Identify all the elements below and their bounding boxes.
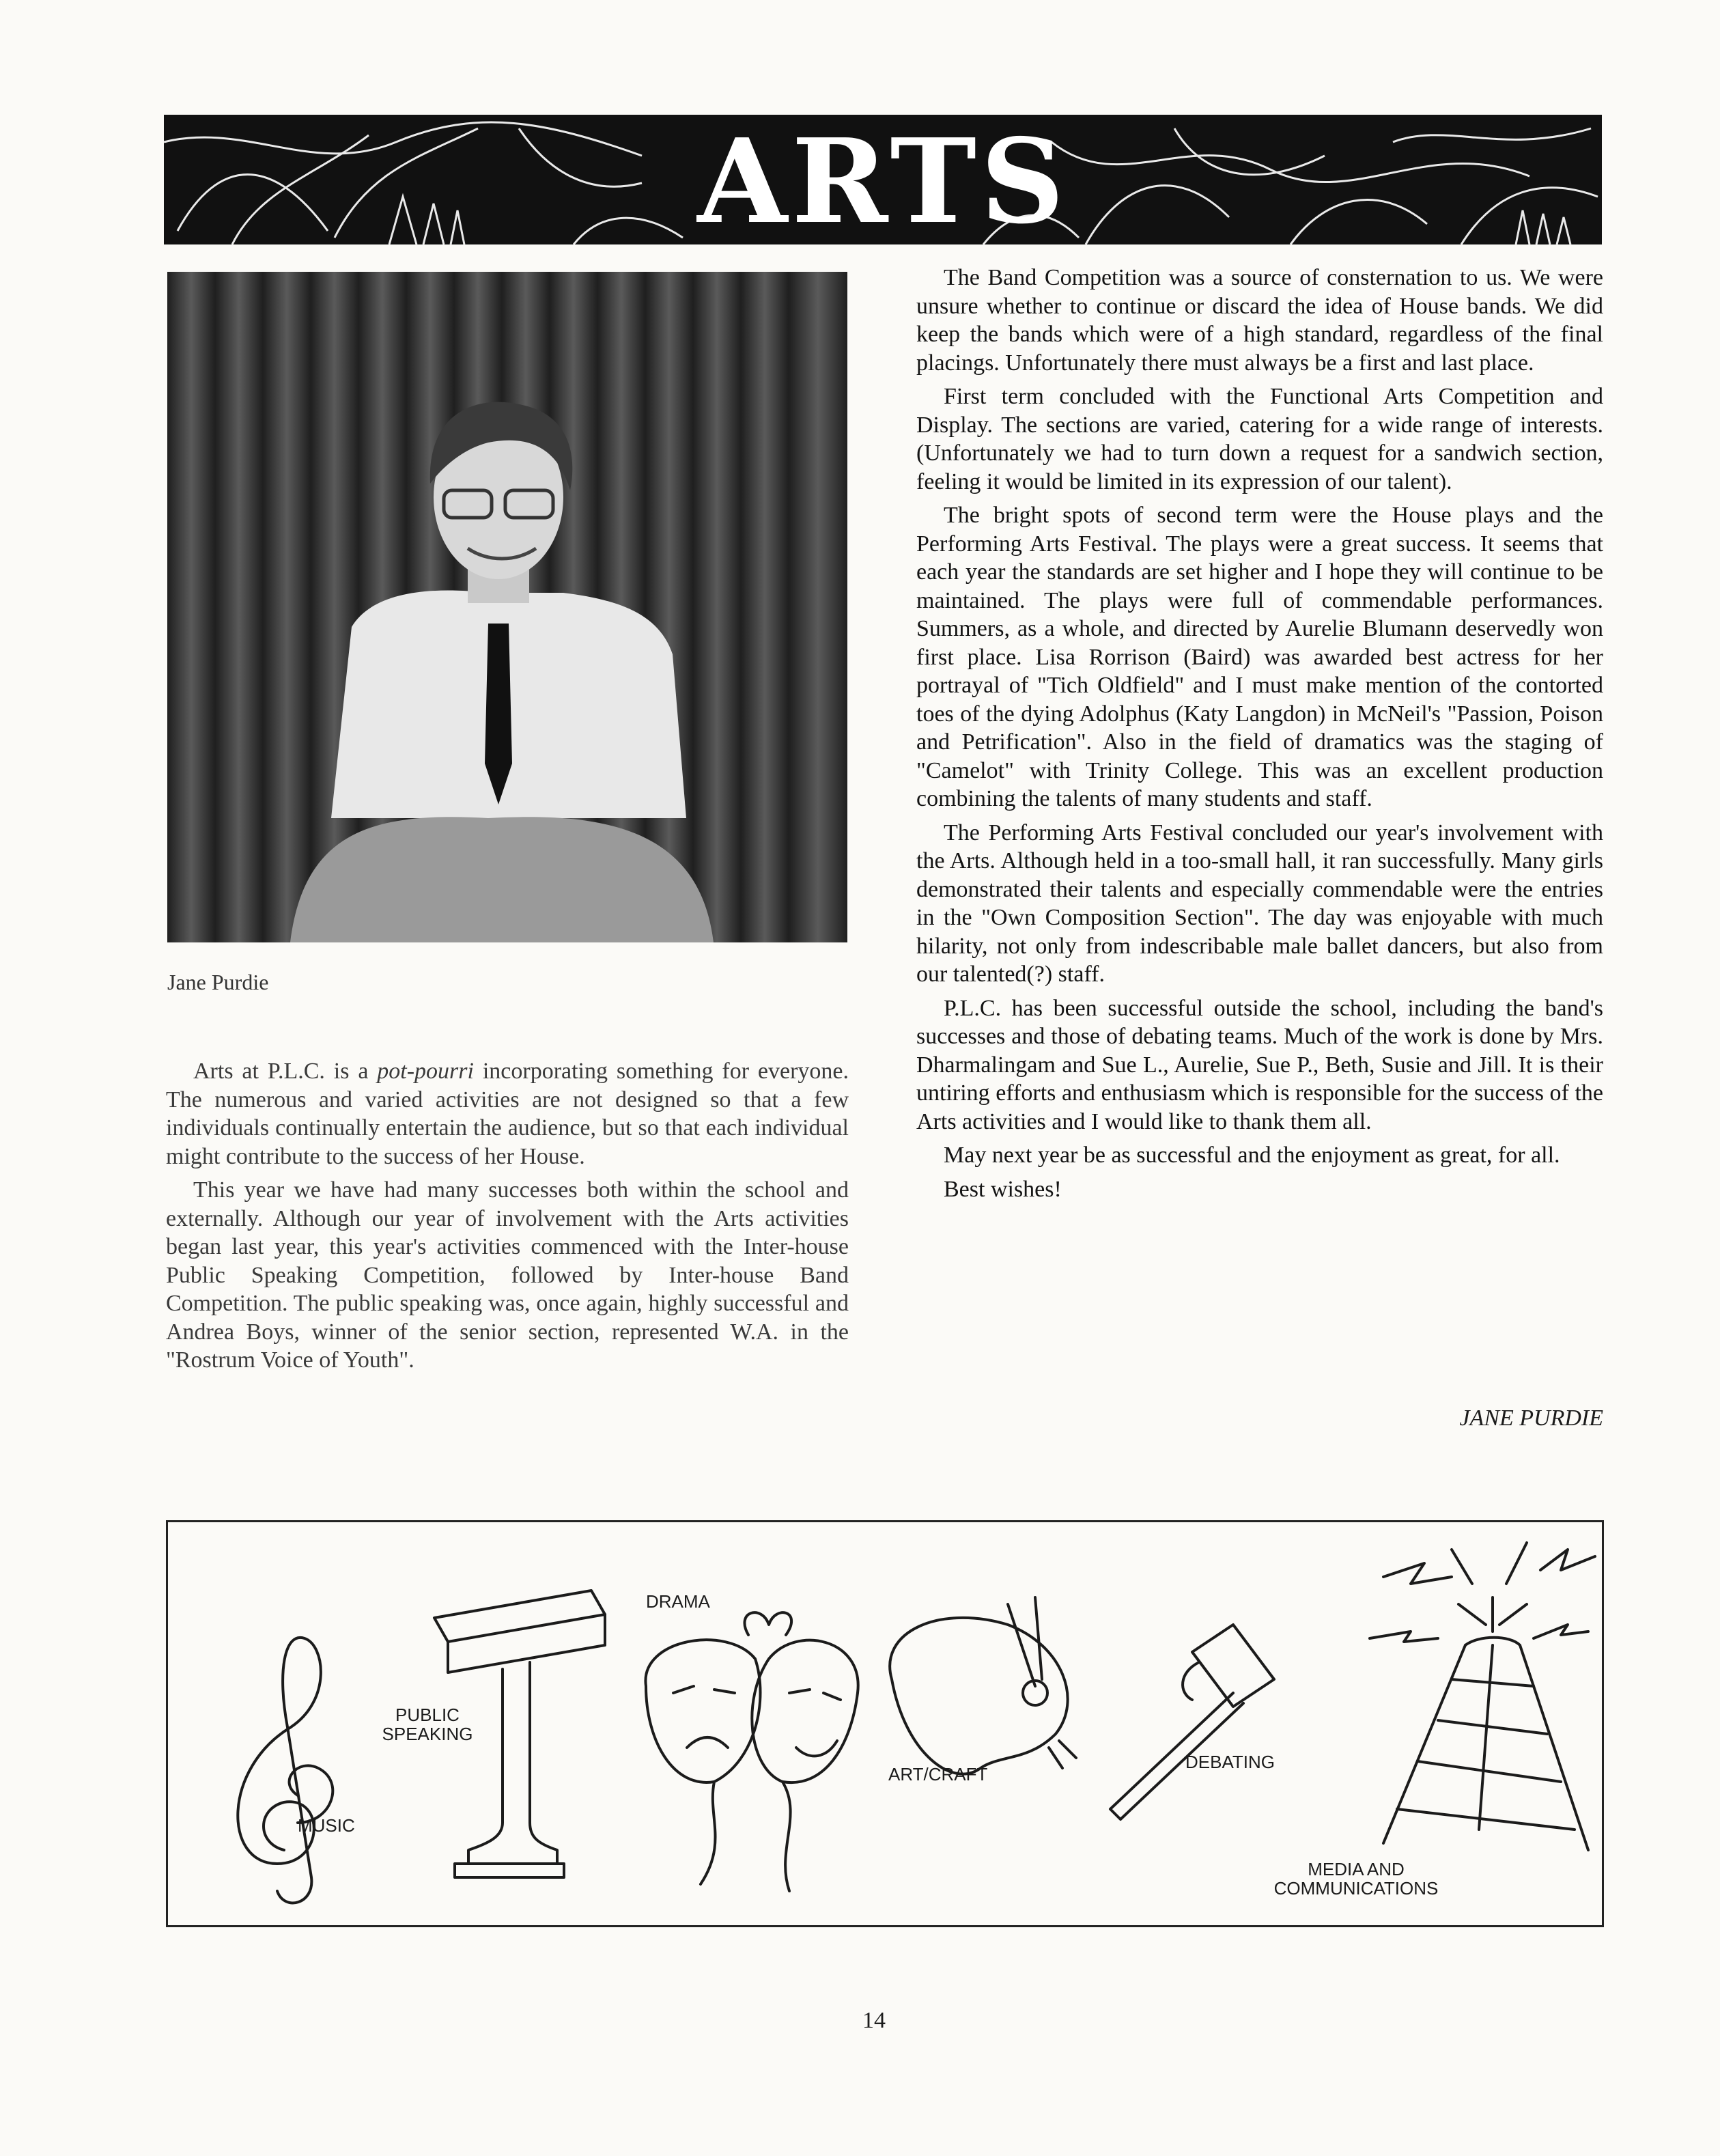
- page-number: 14: [862, 2008, 886, 2033]
- treble-clef-icon: [238, 1638, 333, 1903]
- arts-illustration-panel: [166, 1520, 1604, 1927]
- right-column: [916, 264, 1603, 1209]
- paragraph: Best wishes!: [944, 1176, 1062, 1202]
- photo-caption: Jane Purdie: [167, 970, 269, 994]
- paragraph: May next year be as successful and the enjoyment as great, for all.: [944, 1143, 1560, 1168]
- paragraph: The bright spots of second term were the House plays and the Performing Arts Festival. The plays were a great success. It seems that each year the standards are set higher and I hope they will continue to be maintained. The plays were full of commendable performances. Summers, as a whole, and directed by Aurelie Blumann deservedly won first place. Lisa Rorrison (Baird) was awarded best actress for her portrayal of "Tich Oldfield" and I must make mention of the contorted toes of the dying Adolphus (Katy Langdon) in McNeil's "Passion, Poison and Petrification". Also in the field of dramatics was the staging of "Camelot" with Trinity College. This was an excellent production combining the talents of many students and staff.: [916, 503, 1603, 811]
- label-public-speaking: PUBLIC SPEAKING: [382, 1705, 473, 1744]
- author-signature: JANE PURDIE: [1459, 1405, 1603, 1431]
- label-art-craft: ART/CRAFT: [888, 1764, 988, 1784]
- drama-masks-icon: [645, 1612, 858, 1891]
- paragraph: Arts at P.L.C. is a pot-pourri incorporating something for everyone. The numerous and varied activities are not designed so that a few individuals continually entertain the audience, but so that each individual might contribute to the success of her House.: [166, 1059, 849, 1169]
- paragraph: This year we have had many successes both within the school and externally. Although our year of involvement with the Arts activities began last year, this year's activities commenced with the Inter-house Public Speaking Competition, followed by Inter-house Band Competition. The public speaking was, once again, highly successful and Andrea Boys, winner of the senior section, represented W.A. in the "Rostrum Voice of Youth".: [166, 1177, 849, 1373]
- label-media-and-communications: MEDIA AND COMMUNICATIONS: [1273, 1859, 1439, 1899]
- arts-banner: [164, 115, 1602, 244]
- portrait-photo: [167, 272, 847, 942]
- label-drama: DRAMA: [646, 1591, 710, 1612]
- paragraph: The Performing Arts Festival concluded our year's involvement with the Arts. Although held in a too-small hall, it ran successfully. Many girls demonstrated their talents and especially commendable were the entries in the "Own Composition Section". The day was enjoyable with much hilarity, not only from indescribable male ballet dancers, but also from our talented(?) staff.: [916, 820, 1603, 987]
- paragraph: P.L.C. has been successful outside the school, including the band's successes and those of debating teams. Much of the work is done by Mrs. Dharmalingam and Sue L., Aurelie, Sue P., Beth, Susie and Jill. It is their untiring efforts and enthusiasm which is responsible for the success of the Arts activities and I would like to thank them all.: [916, 995, 1603, 1134]
- transmission-tower-icon: [1370, 1543, 1595, 1850]
- paragraph: First term concluded with the Functional Arts Competition and Display. The sections are varied, catering for a wide range of interests. (Unfortunately we had to turn down a request for a sandwich section, feeling it would be limited in its expression of our talent).: [916, 384, 1603, 494]
- left-column: [166, 1057, 849, 1380]
- label-debating: DEBATING: [1185, 1752, 1275, 1772]
- palette-icon: [890, 1597, 1076, 1774]
- page-title: ARTS: [697, 115, 1069, 244]
- gavel-icon: [1110, 1625, 1274, 1819]
- label-music: MUSIC: [298, 1815, 355, 1836]
- paragraph: The Band Competition was a source of consternation to us. We were unsure whether to continue or discard the idea of House bands. We did keep the bands which were of a high standard, regardless of the final placings. Unfortunately there must always be a first and last place.: [916, 265, 1603, 376]
